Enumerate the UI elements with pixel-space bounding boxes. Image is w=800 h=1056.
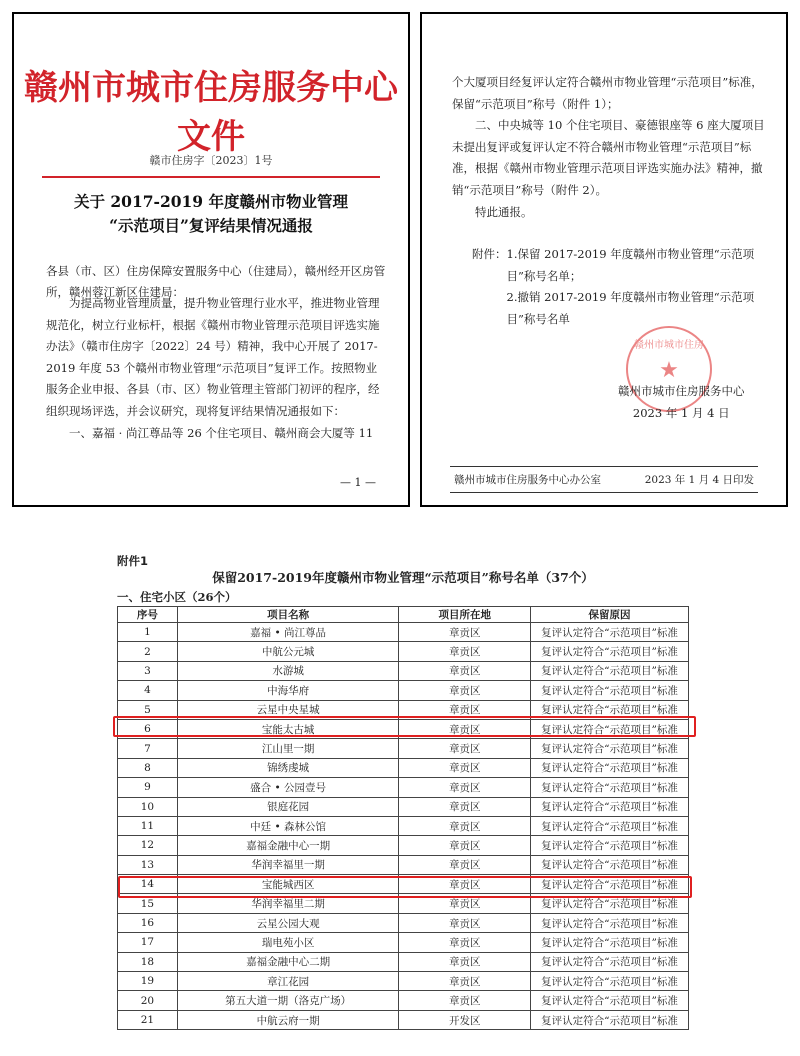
row-location: 章贡区 (399, 855, 531, 874)
star-icon: ★ (659, 358, 679, 383)
row-location: 章贡区 (399, 836, 531, 855)
row-project-name: 章江花园 (177, 972, 399, 991)
table-header-row (118, 607, 689, 623)
header-reason: 保留原因 (531, 607, 689, 623)
row-location: 开发区 (399, 1010, 531, 1029)
row-location: 章贡区 (399, 681, 531, 700)
row-project-name: 中廷 • 森林公馆 (177, 816, 399, 835)
row-index: 7 (118, 739, 178, 758)
row-location: 章贡区 (399, 778, 531, 797)
row-reason: 复评认定符合“示范项目”标准 (531, 875, 689, 894)
table-row (118, 855, 689, 874)
row-reason: 复评认定符合“示范项目”标准 (531, 700, 689, 719)
row-reason: 复评认定符合“示范项目”标准 (531, 913, 689, 932)
row-index: 11 (118, 816, 178, 835)
row-index: 21 (118, 1010, 178, 1029)
row-index: 8 (118, 758, 178, 777)
closing-text: 特此通报。 (475, 204, 533, 219)
row-project-name: 江山里一期 (177, 739, 399, 758)
row-index: 19 (118, 972, 178, 991)
annex-title: 保留2017-2019年度赣州市物业管理“示范项目”称号名单（37个） (212, 570, 594, 585)
header-location: 项目所在地 (399, 607, 531, 623)
row-index: 9 (118, 778, 178, 797)
row-index: 2 (118, 642, 178, 661)
attachment-2-text: 2.撤销 2017-2019 年度赣州市物业管理“示范项目”称号名单 (506, 290, 755, 326)
footer-divider-top (450, 466, 758, 467)
table-row (118, 1010, 689, 1029)
row-index: 12 (118, 836, 178, 855)
row-reason: 复评认定符合“示范项目”标准 (531, 623, 689, 642)
project-table (117, 606, 689, 1030)
table-row (118, 758, 689, 777)
row-project-name: 锦绣虔城 (177, 758, 399, 777)
row-index: 5 (118, 700, 178, 719)
document-number: 赣市住房字〔2023〕1号 (149, 154, 273, 167)
table-row (118, 972, 689, 991)
row-project-name: 盛合 • 公园壹号 (177, 778, 399, 797)
section-title: 一、住宅小区（26个） (117, 590, 237, 604)
signature-date: 2023 年 1 月 4 日 (632, 406, 730, 420)
row-index: 20 (118, 991, 178, 1010)
row-index: 17 (118, 933, 178, 952)
document-page-2 (420, 12, 788, 507)
table-row (118, 797, 689, 816)
subject-line-1: 关于 2017-2019 年度赣州市物业管理 (73, 192, 348, 211)
row-index: 10 (118, 797, 178, 816)
row-project-name: 云星公园大观 (177, 913, 399, 932)
row-project-name: 嘉福 • 尚江尊品 (177, 623, 399, 642)
row-reason: 复评认定符合“示范项目”标准 (531, 816, 689, 835)
header-divider (42, 176, 380, 178)
row-reason: 复评认定符合“示范项目”标准 (531, 739, 689, 758)
row-project-name: 中航云府一期 (177, 1010, 399, 1029)
row-project-name: 第五大道一期（洛克广场） (177, 991, 399, 1010)
header-project-name: 项目名称 (177, 607, 399, 623)
table-row (118, 642, 689, 661)
document-subject (34, 190, 388, 238)
header-index: 序号 (118, 607, 178, 623)
row-reason: 复评认定符合“示范项目”标准 (531, 661, 689, 680)
table-row (118, 913, 689, 932)
annex-label: 附件1 (117, 554, 149, 568)
table-row (118, 778, 689, 797)
table-row (118, 836, 689, 855)
row-project-name: 华润幸福里二期 (177, 894, 399, 913)
row-index: 4 (118, 681, 178, 700)
document-header: 赣州市城市住房服务中心文件 (24, 68, 398, 157)
row-index: 14 (118, 875, 178, 894)
row-reason: 复评认定符合“示范项目”标准 (531, 836, 689, 855)
table-body (118, 623, 689, 1030)
row-location: 章贡区 (399, 797, 531, 816)
row-project-name: 中海华府 (177, 681, 399, 700)
footer-divider-bottom (450, 492, 758, 493)
row-index: 1 (118, 623, 178, 642)
row-project-name: 嘉福金融中心二期 (177, 952, 399, 971)
attachment-2 (472, 287, 766, 330)
row-project-name: 华润幸福里一期 (177, 855, 399, 874)
row-location: 章贡区 (399, 991, 531, 1010)
row-reason: 复评认定符合“示范项目”标准 (531, 758, 689, 777)
row-project-name: 宝能城西区 (177, 875, 399, 894)
row-reason: 复评认定符合“示范项目”标准 (531, 972, 689, 991)
table-row (118, 952, 689, 971)
document-page-1 (12, 12, 410, 507)
row-index: 13 (118, 855, 178, 874)
table-row (118, 661, 689, 680)
row-reason: 复评认定符合“示范项目”标准 (531, 642, 689, 661)
row-reason: 复评认定符合“示范项目”标准 (531, 894, 689, 913)
attachment-1-text: 1.保留 2017-2019 年度赣州市物业管理“示范项目”称号名单； (506, 247, 755, 283)
table-row (118, 739, 689, 758)
footer-issue-date: 2023 年 1 月 4 日印发 (644, 474, 754, 486)
row-location: 章贡区 (399, 933, 531, 952)
row-reason: 复评认定符合“示范项目”标准 (531, 797, 689, 816)
table-row (118, 991, 689, 1010)
row-index: 18 (118, 952, 178, 971)
seal-text: 赣州市城市住房 (634, 340, 704, 351)
row-project-name: 瑞电苑小区 (177, 933, 399, 952)
row-location: 章贡区 (399, 875, 531, 894)
row-location: 章贡区 (399, 952, 531, 971)
item-2-text: 二、中央城等 10 个住宅项目、豪德银座等 6 座大厦项目未提出复评或复评认定不符合赣州市物业管理“示范项目”标准，根据《赣州市物业管理示范项目评选实施办法》精神，撤销“示范项目”称号（附件 2）。 (452, 118, 765, 197)
row-location: 章贡区 (399, 661, 531, 680)
row-reason: 复评认定符合“示范项目”标准 (531, 855, 689, 874)
table-row (118, 816, 689, 835)
row-location: 章贡区 (399, 719, 531, 738)
row-reason: 复评认定符合“示范项目”标准 (531, 719, 689, 738)
paragraph-text: 为提高物业管理质量，提升物业管理行业水平，推进物业管理规范化，树立行业标杆，根据《赣州市物业管理示范项目评选实施办法》（赣市住房字〔2022〕24 号）精神，我中心开展了 2017-2019 年度 53 个赣州市物业管理“示范项目”复评工作。按照物业服务企业申报、各县（市、区）物业管理主管部门初评的程序，经组织现场评选，并会议研究，现将复评结果情况通报如下： (46, 296, 380, 418)
page-number: — 1 — (340, 476, 376, 489)
row-index: 15 (118, 894, 178, 913)
table-row (118, 623, 689, 642)
table-row (118, 681, 689, 700)
row-reason: 复评认定符合“示范项目”标准 (531, 952, 689, 971)
row-project-name: 嘉福金融中心一期 (177, 836, 399, 855)
attachment-1 (472, 244, 766, 287)
row-project-name: 中航公元城 (177, 642, 399, 661)
row-project-name: 银庭花园 (177, 797, 399, 816)
salutation-text: 各县（市、区）住房保障安置服务中心（住建局），赣州经开区房管所，赣州蓉江新区住建局： (46, 263, 386, 300)
footer-issuer: 赣州市城市住房服务中心办公室 (454, 474, 601, 486)
row-location: 章贡区 (399, 623, 531, 642)
row-index: 16 (118, 913, 178, 932)
row-reason: 复评认定符合“示范项目”标准 (531, 1010, 689, 1029)
signature-block (618, 380, 745, 424)
row-project-name: 云星中央星城 (177, 700, 399, 719)
row-location: 章贡区 (399, 913, 531, 932)
highlight-box-row-6 (113, 716, 696, 737)
row-location: 章贡区 (399, 972, 531, 991)
row-location: 章贡区 (399, 758, 531, 777)
row-index: 3 (118, 661, 178, 680)
page-2-body (452, 72, 766, 223)
attachments (472, 244, 766, 330)
row-reason: 复评认定符合“示范项目”标准 (531, 933, 689, 952)
subject-line-2: “示范项目”复评结果情况通报 (109, 216, 313, 235)
row-location: 章贡区 (399, 816, 531, 835)
signature-organization: 赣州市城市住房服务中心 (618, 384, 745, 398)
highlight-box-row-14 (118, 876, 692, 898)
attachments-label: 附件： (472, 247, 507, 261)
table-row (118, 933, 689, 952)
row-location: 章贡区 (399, 642, 531, 661)
row-reason: 复评认定符合“示范项目”标准 (531, 778, 689, 797)
row-index: 6 (118, 719, 178, 738)
continuation-text: 个大厦项目经复评认定符合赣州市物业管理“示范项目”标准，保留“示范项目”称号（附件 1）； (452, 75, 763, 111)
item-1-text: 一、嘉福 · 尚江尊品等 26 个住宅项目、赣州商会大厦等 11 (69, 425, 374, 440)
body-paragraph (46, 293, 386, 444)
row-project-name: 水游城 (177, 661, 399, 680)
row-reason: 复评认定符合“示范项目”标准 (531, 681, 689, 700)
row-project-name: 宝能太古城 (177, 719, 399, 738)
row-location: 章贡区 (399, 739, 531, 758)
row-location: 章贡区 (399, 894, 531, 913)
row-location: 章贡区 (399, 700, 531, 719)
row-reason: 复评认定符合“示范项目”标准 (531, 991, 689, 1010)
